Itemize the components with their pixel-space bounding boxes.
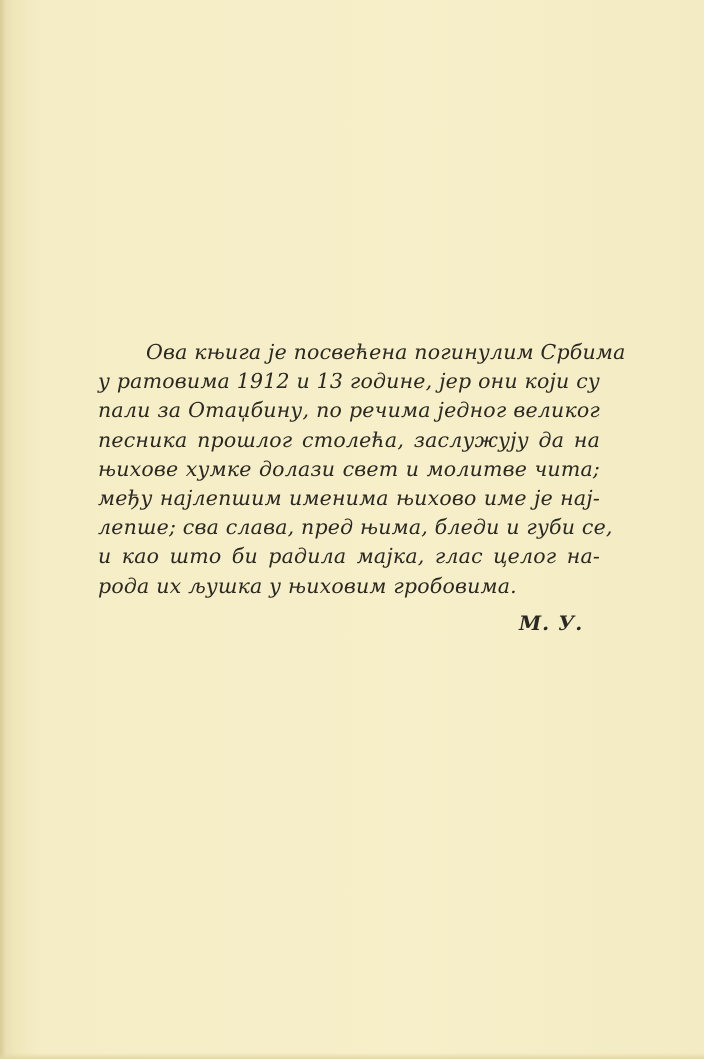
dedication-line: лепше; сва слава, пред њима, бледи и губи се, [98,515,613,540]
dedication-line: у ратовима 1912 и 13 године, јер они који су [98,369,600,394]
dedication-line: Ова књига је посвећена погинулим Србима [146,340,626,364]
dedication-text [98,338,626,601]
dedication-line: песника прошлог столећа, заслужују да на [98,427,600,452]
dedication-line: пали за Отаџбину, по речима једног великог [98,398,600,423]
dedication-line: рода их љушка у њиховим гробовима. [98,573,517,598]
dedication-line: међу најлепшим именима њихово име је нај- [98,485,600,510]
page-bottom-edge [0,1053,704,1059]
dedication-line: и као што би радила мајка, глас целог на- [98,544,600,569]
author-signature-initials: М. У. [519,611,584,635]
page-binding-edge [0,0,6,1059]
dedication-line: њихове хумке долази свет и молитве чита; [98,456,600,481]
